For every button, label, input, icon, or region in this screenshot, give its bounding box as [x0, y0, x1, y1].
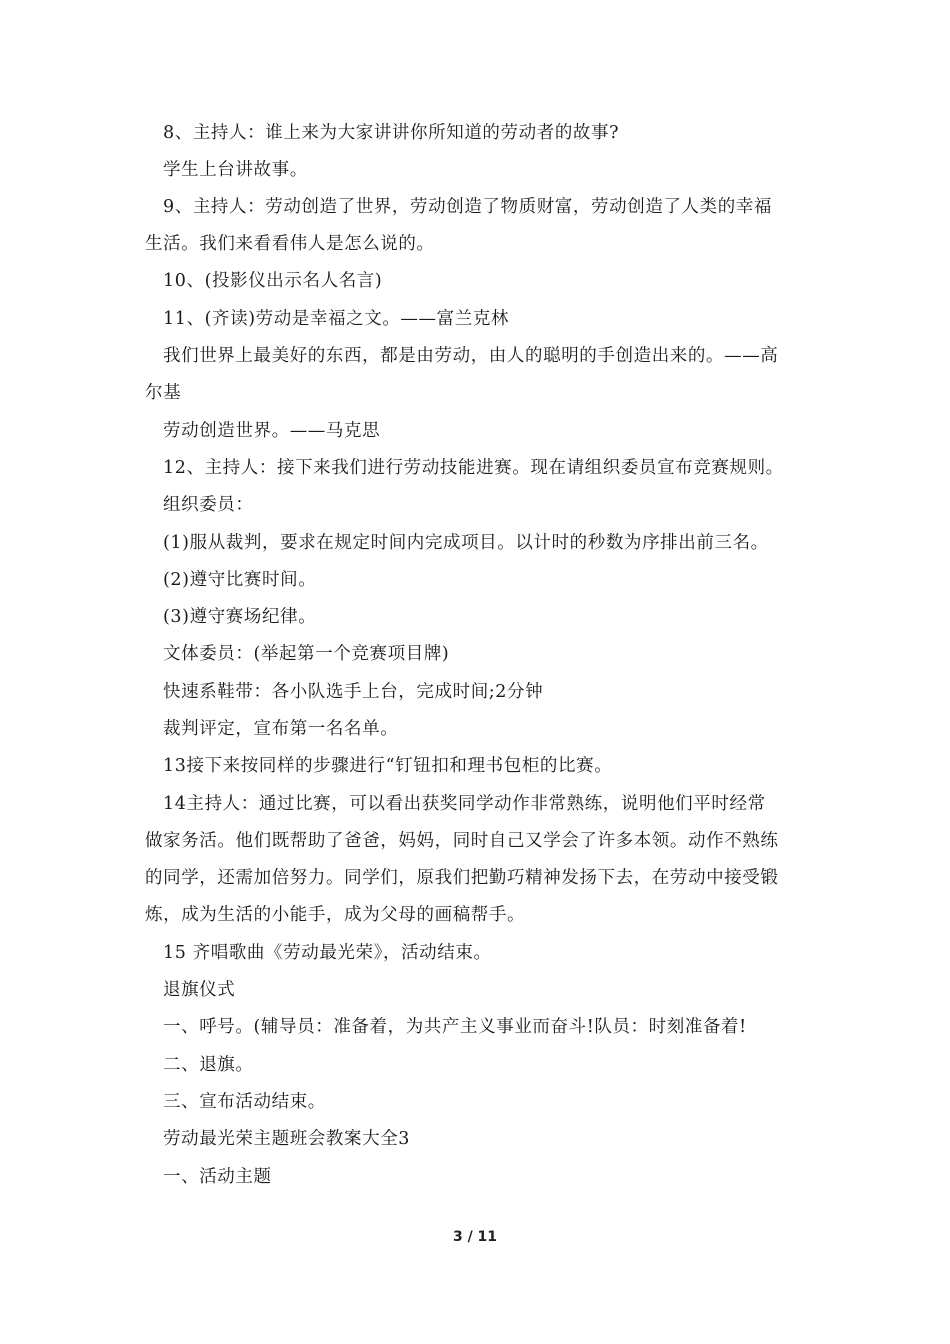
paragraph: 11、(齐读)劳动是幸福之文。——富兰克林 — [163, 309, 510, 329]
paragraph-continuation: 生活。我们来看看伟人是怎么说的。 — [145, 234, 435, 254]
paragraph: 10、(投影仪出示名人名言) — [163, 271, 383, 291]
paragraph: 我们世界上最美好的东西，都是由劳动，由人的聪明的手创造出来的。——高 — [163, 346, 779, 366]
paragraph: 一、呼号。(辅导员：准备着，为共产主义事业而奋斗!队员：时刻准备着! — [163, 1017, 747, 1037]
paragraph: 组织委员： — [163, 495, 254, 515]
paragraph: 快速系鞋带：各小队选手上台，完成时间;2分钟 — [163, 682, 544, 702]
paragraph: 二、退旗。 — [163, 1055, 254, 1075]
paragraph: (3)遵守赛场纪律。 — [163, 607, 317, 627]
page-number: 3 / 11 — [452, 1229, 498, 1245]
paragraph: (2)遵守比赛时间。 — [163, 570, 317, 590]
paragraph: 三、宣布活动结束。 — [163, 1092, 326, 1112]
paragraph: 8、主持人：谁上来为大家讲讲你所知道的劳动者的故事? — [163, 123, 620, 143]
paragraph: (1)服从裁判，要求在规定时间内完成项目。以计时的秒数为序排出前三名。 — [163, 533, 769, 553]
paragraph: 14主持人：通过比赛，可以看出获奖同学动作非常熟练，说明他们平时经常 — [163, 794, 766, 814]
paragraph: 15 齐唱歌曲《劳动最光荣》，活动结束。 — [163, 943, 492, 963]
paragraph: 裁判评定，宣布第一名名单。 — [163, 719, 399, 739]
paragraph-continuation: 的同学，还需加倍努力。同学们，原我们把勤巧精神发扬下去，在劳动中接受锻 — [145, 868, 779, 888]
paragraph-continuation: 尔基 — [145, 383, 182, 403]
paragraph: 文体委员：(举起第一个竞赛项目牌) — [163, 644, 450, 664]
paragraph: 学生上台讲故事。 — [163, 160, 308, 180]
section-heading: 劳动最光荣主题班会教案大全3 — [163, 1129, 411, 1149]
paragraph-continuation: 做家务活。他们既帮助了爸爸，妈妈，同时自己又学会了许多本领。动作不熟练 — [145, 831, 779, 851]
section-heading: 退旗仪式 — [163, 980, 236, 1000]
paragraph: 9、主持人：劳动创造了世界，劳动创造了物质财富，劳动创造了人类的幸福 — [163, 197, 773, 217]
paragraph: 12、主持人：接下来我们进行劳动技能进赛。现在请组织委员宣布竞赛规则。 — [163, 458, 784, 478]
paragraph: 劳动创造世界。——马克思 — [163, 421, 381, 441]
paragraph-continuation: 炼，成为生活的小能手，成为父母的画稿帮手。 — [145, 905, 526, 925]
section-heading: 一、活动主题 — [163, 1167, 272, 1187]
paragraph: 13接下来按同样的步骤进行“钉钮扣和理书包柜的比赛。 — [163, 756, 613, 776]
